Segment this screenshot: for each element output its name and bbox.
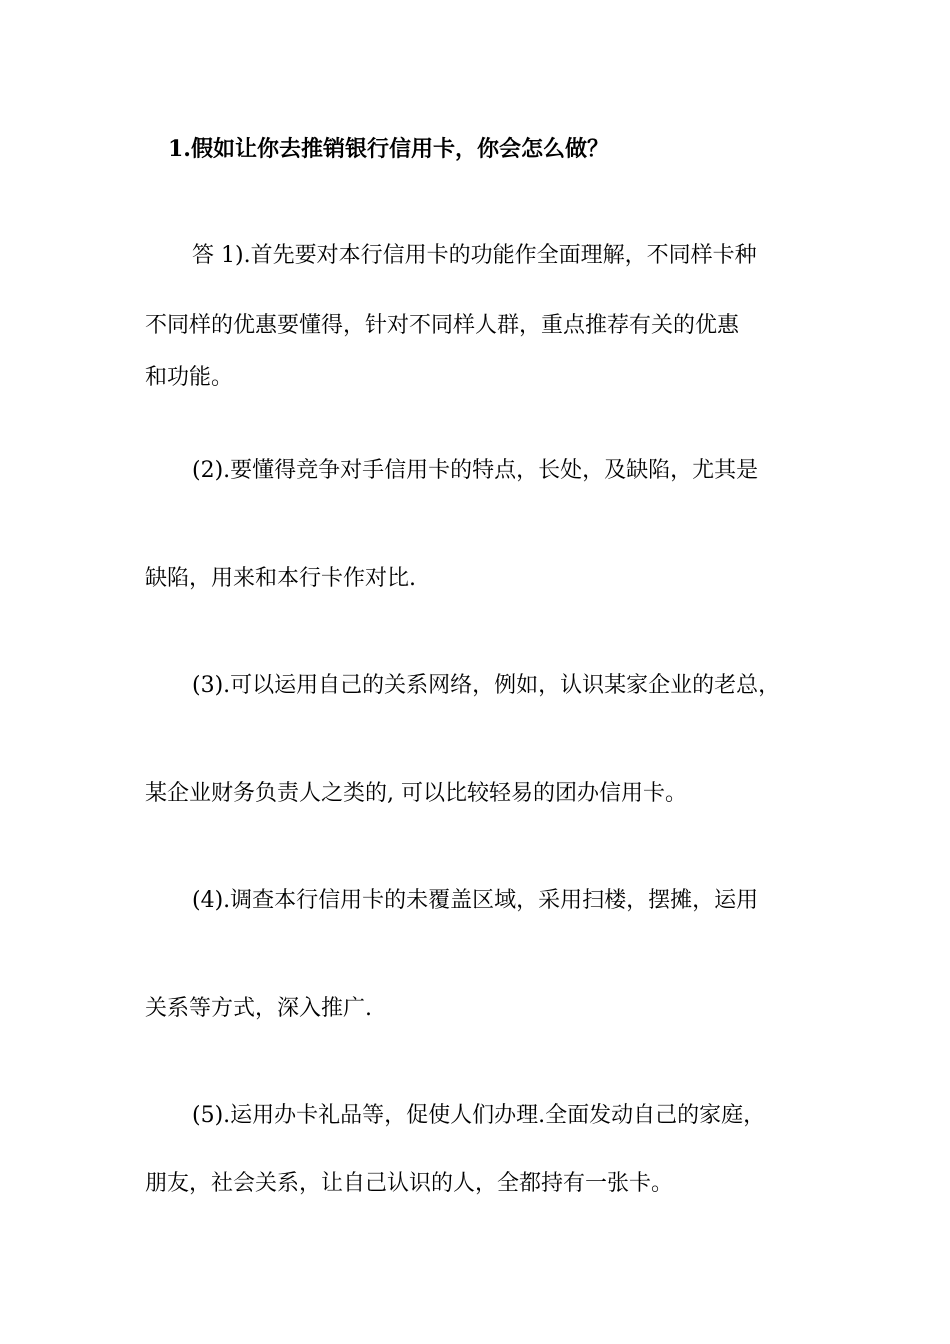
paragraph-1-line-3: 和功能。 (145, 365, 234, 390)
paragraph-4-line-2: 关系等方式，深入推广. (145, 996, 372, 1021)
paragraph-3-line-1: (3).可以运用自己的关系网络，例如，认识某家企业的老总， (192, 673, 781, 698)
paragraph-1-line-1: 答 1).首先要对本行信用卡的功能作全面理解，不同样卡种 (192, 243, 757, 268)
paragraph-2-line-1: (2).要懂得竞争对手信用卡的特点，长处，及缺陷，尤其是 (192, 458, 759, 483)
paragraph-1-line-2: 不同样的优惠要懂得，针对不同样人群，重点推荐有关的优惠 (145, 313, 740, 338)
paragraph-5-line-1: (5).运用办卡礼品等，促使人们办理.全面发动自己的家庭， (192, 1103, 766, 1128)
paragraph-2-line-2: 缺陷，用来和本行卡作对比. (145, 566, 416, 591)
question-title: 1.假如让你去推销银行信用卡，你会怎么做？ (168, 136, 609, 162)
paragraph-4-line-1: (4).调查本行信用卡的未覆盖区域，采用扫楼，摆摊，运用 (192, 888, 759, 913)
paragraph-5-line-2: 朋友，社会关系，让自己认识的人，全都持有一张卡。 (145, 1171, 674, 1196)
paragraph-3-line-2: 某企业财务负责人之类的, 可以比较轻易的团办信用卡。 (145, 781, 687, 806)
